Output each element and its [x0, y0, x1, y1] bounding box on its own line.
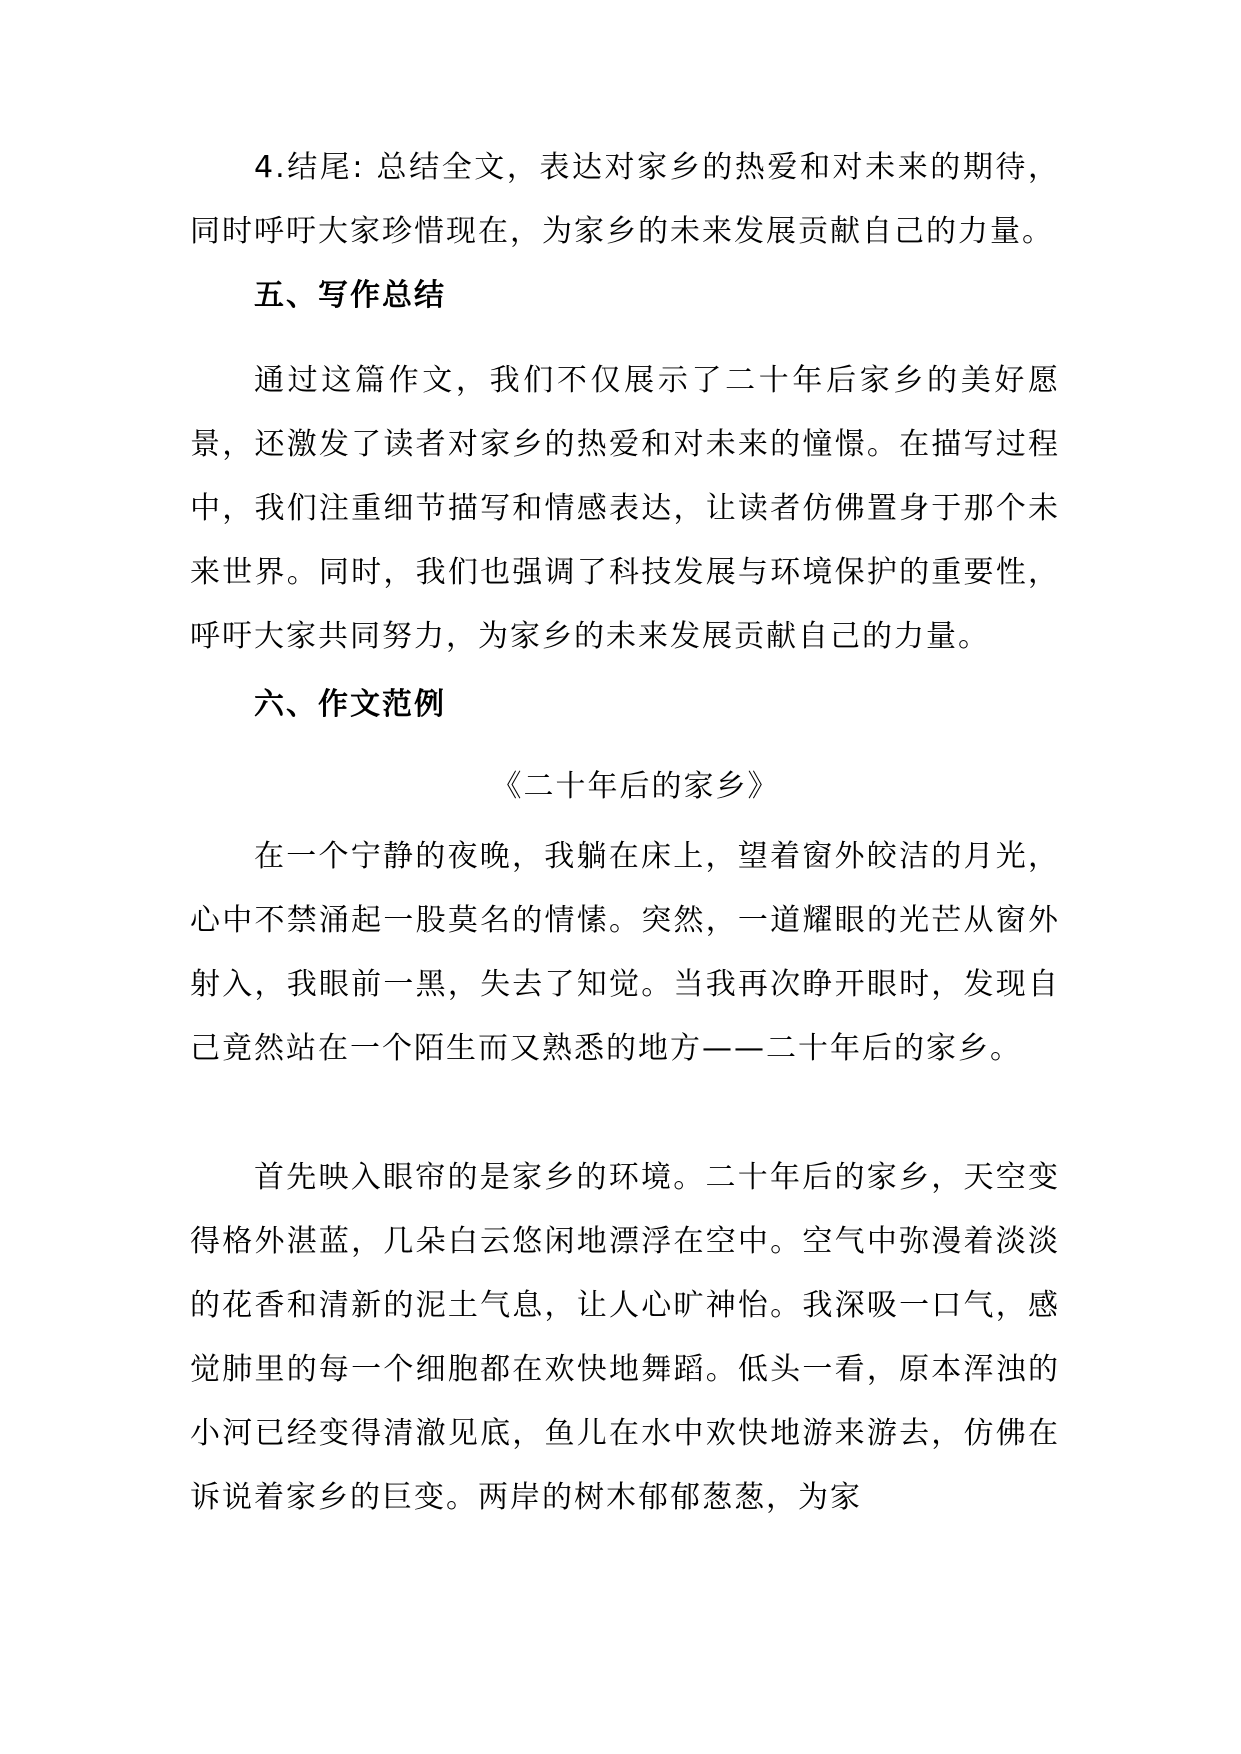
ending-paragraph: 4.结尾: 总结全文，表达对家乡的热爱和对未来的期待，同时呼吁大家珍惜现在，为家乡的未来发展贡献自己的力量。: [190, 150, 1060, 249]
essay-paragraph-2: 首先映入眼帘的是家乡的环境。二十年后的家乡，天空变得格外湛蓝，几朵白云悠闲地漂浮在空中。空气中弥漫着淡淡的花香和清新的泥土气息，让人心旷神怡。我深吸一口气，感觉肺里的每一个细胞都在欢快地舞蹈。低头一看，原本浑浊的小河已经变得清澈见底，鱼儿在水中欢快地游来游去，仿佛在诉说着家乡的巨变。两岸的树木郁郁葱葱，为家: [190, 1160, 1060, 1515]
summary-paragraph: 通过这篇作文，我们不仅展示了二十年后家乡的美好愿景，还激发了读者对家乡的热爱和对未来的憧憬。在描写过程中，我们注重细节描写和情感表达，让读者仿佛置身于那个未来世界。同时，我们也强调了科技发展与环境保护的重要性，呼吁大家共同努力，为家乡的未来发展贡献自己的力量。: [190, 363, 1060, 654]
essay-title: 《二十年后的家乡》: [491, 769, 780, 804]
example-heading: 六、作文范例: [254, 687, 446, 722]
summary-heading: 五、写作总结: [254, 278, 446, 313]
essay-paragraph-1: 在一个宁静的夜晚，我躺在床上，望着窗外皎洁的月光，心中不禁涌起一股莫名的情愫。突然，一道耀眼的光芒从窗外射入，我眼前一黑，失去了知觉。当我再次睁开眼时，发现自己竟然站在一个陌生而又熟悉的地方——二十年后的家乡。: [190, 839, 1060, 1066]
